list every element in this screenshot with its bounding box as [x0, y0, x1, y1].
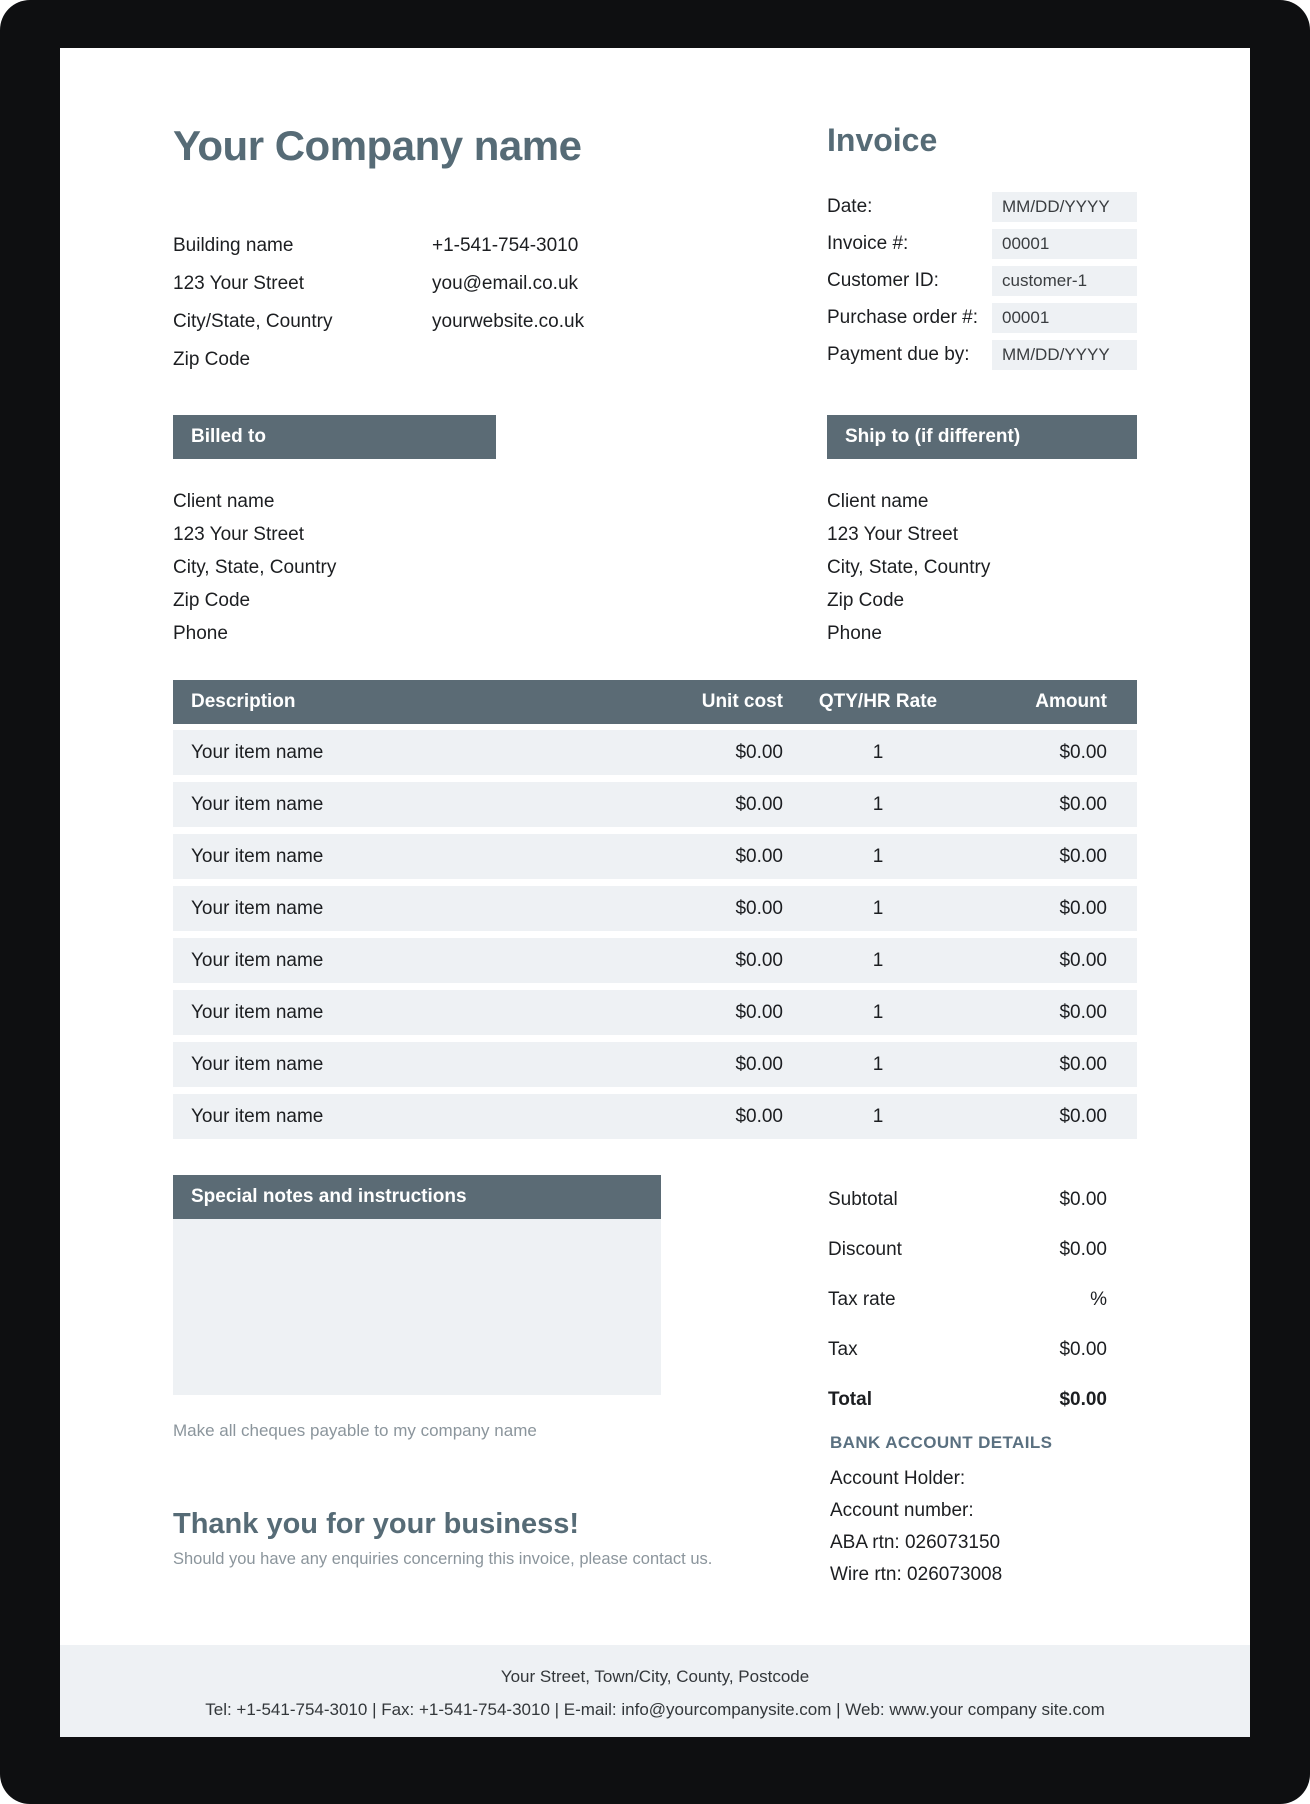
company-contact-line: [432, 341, 827, 379]
invoice-fields: [827, 192, 1137, 370]
item-amount-cell: $0.00: [1059, 1105, 1107, 1127]
invoice-meta-column: [827, 123, 1137, 379]
invoice-field-input[interactable]: customer-1: [992, 266, 1137, 296]
invoice-field-label: Customer ID:: [827, 270, 939, 292]
ship-to-line: Zip Code: [827, 590, 905, 612]
item-description-cell: Your item name: [191, 793, 324, 815]
bank-details-lines: [830, 1463, 1137, 1591]
totals-value: $0.00: [1059, 1339, 1107, 1361]
cheques-note: Make all cheques payable to my company name: [173, 1421, 537, 1441]
ship-to-address: [827, 485, 1137, 650]
invoice-field-row: [827, 266, 1137, 296]
billed-to-line: 123 Your Street: [173, 524, 304, 546]
item-qty-cell: 1: [872, 1001, 884, 1023]
company-contact-line: yourwebsite.co.uk: [432, 311, 585, 333]
bank-detail-line: Account number:: [830, 1500, 974, 1522]
totals-label: Tax: [828, 1339, 858, 1361]
ship-to-line: Phone: [827, 623, 882, 645]
item-unit-cost-cell: $0.00: [735, 845, 783, 867]
invoice-field-label: Invoice #:: [827, 233, 909, 255]
table-row: [173, 990, 1137, 1035]
thank-you-subtitle: Should you have any enquiries concerning this invoice, please contact us.: [173, 1550, 713, 1569]
billed-to-line: Client name: [173, 491, 275, 513]
company-contact-line: you@email.co.uk: [432, 273, 579, 295]
parties-section: [173, 415, 1137, 650]
item-amount-cell: $0.00: [1059, 949, 1107, 971]
item-amount-cell: $0.00: [1059, 845, 1107, 867]
item-unit-cost-cell: $0.00: [735, 1001, 783, 1023]
column-header-qty-rate: QTY/HR Rate: [818, 691, 938, 713]
invoice-field-input[interactable]: MM/DD/YYYY: [992, 340, 1137, 370]
billed-to-header: Billed to: [173, 415, 496, 459]
ship-to-line: City, State, Country: [827, 557, 991, 579]
page-footer: [60, 1645, 1250, 1737]
footer-address: Your Street, Town/City, County, Postcode: [500, 1667, 810, 1686]
item-qty-cell: 1: [872, 949, 884, 971]
invoice-field-label: Purchase order #:: [827, 307, 979, 329]
company-name: Your Company name: [173, 122, 582, 169]
item-description-cell: Your item name: [191, 1053, 324, 1075]
billed-to-line: City, State, Country: [173, 557, 337, 579]
items-table-body: [173, 730, 1137, 1139]
totals-value: $0.00: [1059, 1389, 1107, 1411]
item-amount-cell: $0.00: [1059, 1001, 1107, 1023]
invoice-field-label: Payment due by:: [827, 344, 970, 366]
item-description-cell: Your item name: [191, 845, 324, 867]
item-description-cell: Your item name: [191, 897, 324, 919]
bank-details-block: [814, 1433, 1137, 1591]
notes-textarea[interactable]: [173, 1219, 661, 1395]
items-table: [173, 680, 1137, 1139]
item-description-cell: Your item name: [191, 1105, 324, 1127]
totals-label: Total: [828, 1389, 872, 1411]
ship-to-line: Client name: [827, 491, 929, 513]
ship-to-line: 123 Your Street: [827, 524, 958, 546]
item-qty-cell: 1: [872, 1053, 884, 1075]
item-description-cell: Your item name: [191, 741, 324, 763]
company-address-row: [173, 227, 827, 265]
bank-details-heading: BANK ACCOUNT DETAILS: [830, 1433, 1053, 1453]
item-qty-cell: 1: [872, 1105, 884, 1127]
company-address-line: Zip Code: [173, 349, 251, 371]
totals-value: %: [1090, 1289, 1107, 1311]
item-unit-cost-cell: $0.00: [735, 1053, 783, 1075]
column-header-amount: Amount: [1035, 691, 1107, 713]
item-description-cell: Your item name: [191, 1001, 324, 1023]
bank-detail-line: ABA rtn: 026073150: [830, 1532, 1001, 1554]
invoice-page: [60, 48, 1250, 1737]
invoice-field-input[interactable]: 00001: [992, 229, 1137, 259]
footer-contact: Tel: +1-541-754-3010 | Fax: +1-541-754-3010 | E-mail: info@yourcompanysite.com | Web: www.your company site.com: [205, 1700, 1105, 1719]
invoice-field-row: [827, 229, 1137, 259]
bank-detail-line: Wire rtn: 026073008: [830, 1564, 1003, 1586]
item-qty-cell: 1: [872, 741, 884, 763]
bank-detail-line: Account Holder:: [830, 1468, 966, 1490]
item-description-cell: Your item name: [191, 949, 324, 971]
item-qty-cell: 1: [872, 897, 884, 919]
company-contact-line: +1-541-754-3010: [432, 235, 579, 257]
item-unit-cost-cell: $0.00: [735, 741, 783, 763]
table-row: [173, 834, 1137, 879]
totals-row: [828, 1225, 1137, 1275]
table-row: [173, 782, 1137, 827]
company-address-block: [173, 227, 827, 379]
ship-to-header: Ship to (if different): [827, 415, 1137, 459]
company-address-row: [173, 341, 827, 379]
invoice-field-input[interactable]: 00001: [992, 303, 1137, 333]
totals-row: [828, 1375, 1137, 1425]
table-row: [173, 1042, 1137, 1087]
item-amount-cell: $0.00: [1059, 1053, 1107, 1075]
totals-row: [828, 1325, 1137, 1375]
item-unit-cost-cell: $0.00: [735, 897, 783, 919]
invoice-title: Invoice: [827, 122, 938, 158]
items-table-header: [173, 680, 1137, 724]
item-amount-cell: $0.00: [1059, 897, 1107, 919]
company-address-line: City/State, Country: [173, 311, 333, 333]
column-header-description: Description: [191, 691, 296, 713]
bottom-section: [173, 1175, 1137, 1591]
totals-row: [828, 1275, 1137, 1325]
totals-value: $0.00: [1059, 1239, 1107, 1261]
totals-row: [828, 1175, 1137, 1225]
totals-block: [814, 1175, 1137, 1425]
totals-label: Tax rate: [828, 1289, 896, 1311]
totals-label: Discount: [828, 1239, 902, 1261]
billed-to-line: Phone: [173, 623, 228, 645]
item-amount-cell: $0.00: [1059, 793, 1107, 815]
item-unit-cost-cell: $0.00: [735, 793, 783, 815]
column-header-unit-cost: Unit cost: [701, 691, 783, 713]
item-unit-cost-cell: $0.00: [735, 949, 783, 971]
invoice-field-input[interactable]: MM/DD/YYYY: [992, 192, 1137, 222]
billed-to-address: [173, 485, 827, 650]
company-address-line: Building name: [173, 235, 294, 257]
table-row: [173, 886, 1137, 931]
totals-value: $0.00: [1059, 1189, 1107, 1211]
item-unit-cost-cell: $0.00: [735, 1105, 783, 1127]
table-row: [173, 1094, 1137, 1139]
invoice-field-row: [827, 303, 1137, 333]
item-amount-cell: $0.00: [1059, 741, 1107, 763]
header-section: [173, 123, 1137, 379]
notes-header: Special notes and instructions: [173, 1175, 661, 1219]
invoice-field-row: [827, 192, 1137, 222]
totals-column: [814, 1175, 1137, 1591]
table-row: [173, 730, 1137, 775]
invoice-field-row: [827, 340, 1137, 370]
company-address-line: 123 Your Street: [173, 273, 304, 295]
ship-to-block: [827, 415, 1137, 650]
company-column: [173, 123, 827, 379]
totals-label: Subtotal: [828, 1189, 898, 1211]
company-address-row: [173, 265, 827, 303]
thank-you-title: Thank you for your business!: [173, 1508, 580, 1541]
item-qty-cell: 1: [872, 845, 884, 867]
notes-column: [173, 1175, 814, 1591]
billed-to-line: Zip Code: [173, 590, 251, 612]
item-qty-cell: 1: [872, 793, 884, 815]
billed-to-block: [173, 415, 827, 650]
company-address-row: [173, 303, 827, 341]
invoice-field-label: Date:: [827, 196, 873, 218]
table-row: [173, 938, 1137, 983]
